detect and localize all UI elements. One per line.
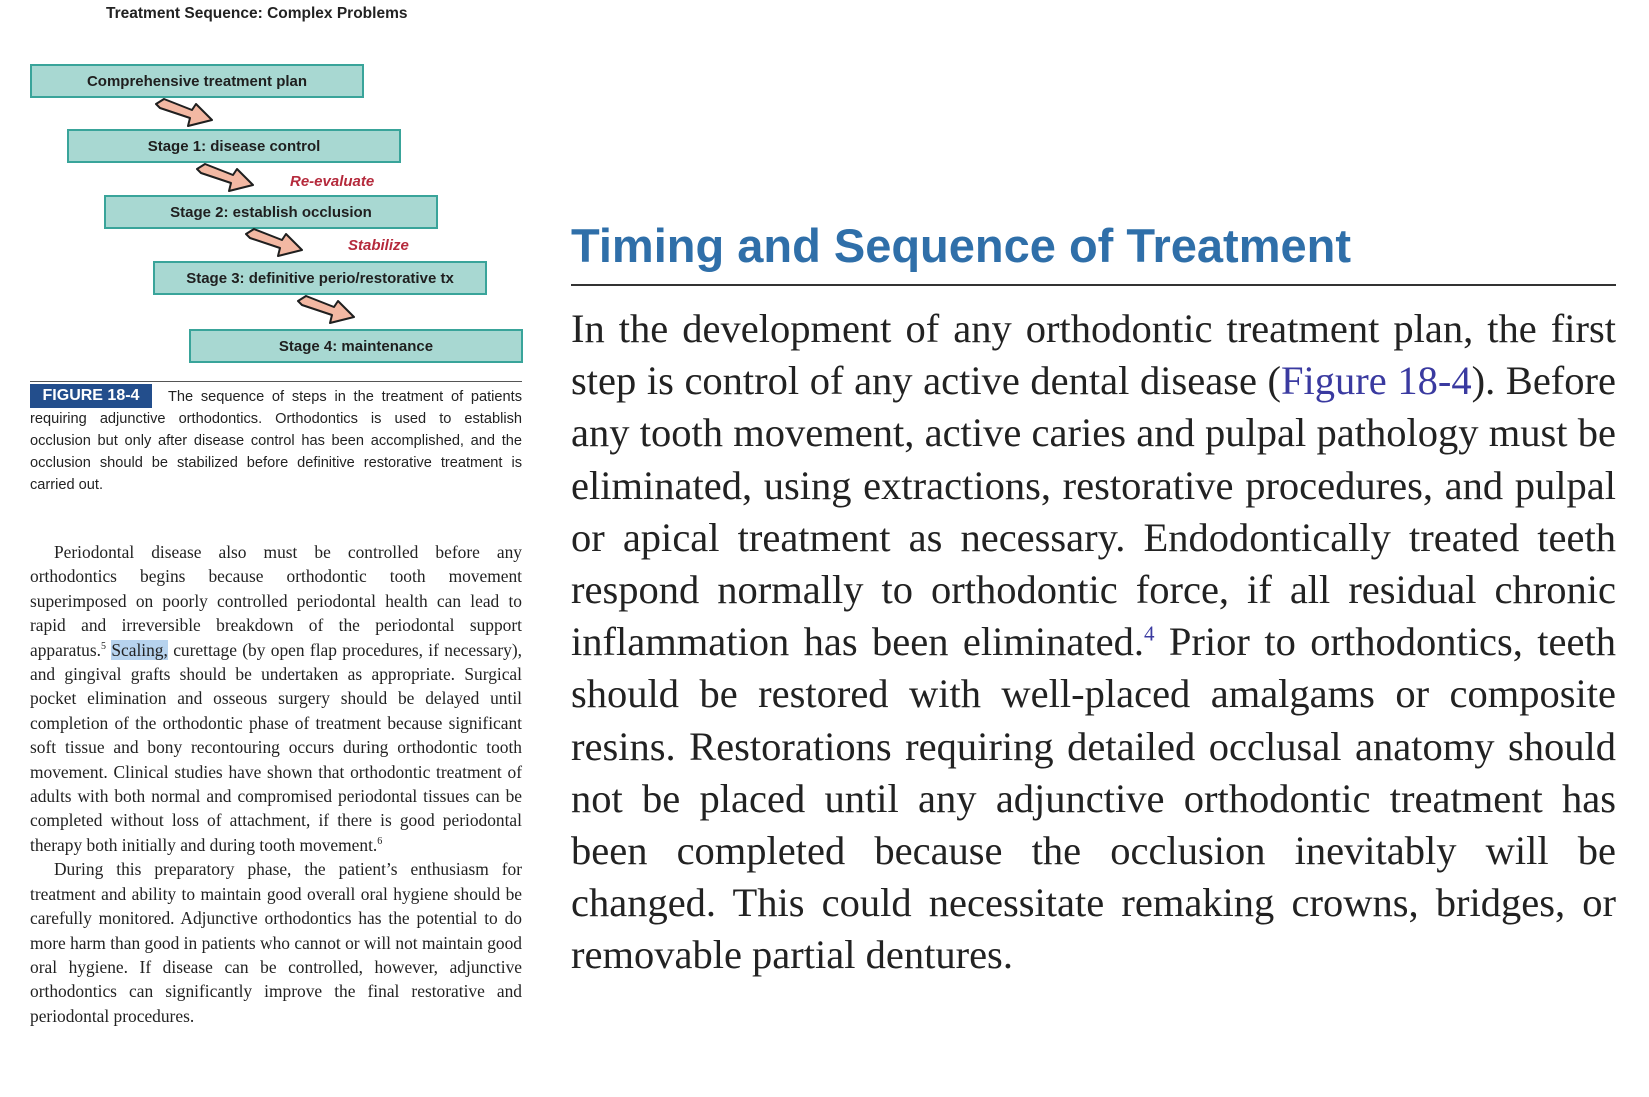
arrow-icon <box>154 98 216 128</box>
stage-box-2 <box>104 195 438 229</box>
stage-label: Stage 2: establish occlusion <box>170 203 372 221</box>
figure-caption <box>30 386 522 496</box>
highlighted-word[interactable]: Scaling, <box>111 639 168 660</box>
stage-box-1 <box>67 129 401 163</box>
stage-label: Comprehensive treatment plan <box>86 72 308 90</box>
text-span: Periodontal disease also must be controlled before any orthodontics begins because orthodontic tooth movement superimposed on poorly controlled periodontal health can lead to rapid and irreversible breakdown of the periodontal support apparatus. <box>30 542 522 660</box>
reference-superscript: 4 <box>1143 621 1155 646</box>
stage-box-plan <box>30 64 364 98</box>
text-span: curettage (by open flap procedures, if necessary), and gingival grafts should be undertaken as appropriate. Surgical pocket elimination and osseous surgery should be delayed until completion of the orthodontic phase of treatment because significant soft tissue and bony recontouring occurs during orthodontic tooth movement. Clinical studies have shown that orthodontic treatment of adults with both normal and compromised periodontal tissues can be completed without loss of attachment, if there is good periodontal therapy both initially and during tooth movement. <box>30 639 522 855</box>
caption-rule <box>30 381 522 382</box>
paragraph: During this preparatory phase, the patient’s enthusiasm for treatment and ability to maintain good overall oral hygiene should be carefully monitored. Adjunctive orthodontics has the potential to do more harm than good in patients who cannot or will not maintain good oral hygiene. If disease can be controlled, however, adjunctive orthodontics can significantly improve the final restorative and periodontal procedures. <box>30 859 522 1026</box>
paragraph <box>30 540 522 857</box>
figure-link[interactable]: Figure 18-4 <box>1281 358 1472 404</box>
heading-rule <box>571 284 1616 286</box>
stage-label: Stage 1: disease control <box>147 137 321 155</box>
figure-label: FIGURE 18-4 <box>30 384 152 408</box>
stage-box-4 <box>189 329 523 363</box>
stage-label: Stage 4: maintenance <box>278 337 434 355</box>
figure-title: Treatment Sequence: Complex Problems <box>106 5 408 22</box>
arrow-icon <box>195 163 257 193</box>
arrow-icon <box>244 228 306 258</box>
text-span: ). Before any tooth movement, active caries and pulpal pathology must be eliminated, using extractions, restorative procedures, and pulpal or apical treatment as necessary. Endodontically treated teeth respond normally to orthodontic force, if all residual chronic inflammation has been eliminated. <box>571 358 1616 665</box>
right-body-text <box>571 303 1616 982</box>
text-span: Prior to orthodontics, teeth should be restored with well-placed amalgams or composite resins. Restorations requiring detailed occlusal anatomy should not be placed until any adjunctive orthodontic treatment has been completed because the occlusion inevitably will be changed. This could necessitate remaking crowns, bridges, or removable partial dentures. <box>571 619 1616 978</box>
arrow-icon <box>296 295 358 325</box>
note-stabilize: Stabilize <box>348 237 409 254</box>
section-heading: Timing and Sequence of Treatment <box>571 219 1351 272</box>
stage-box-3 <box>153 261 487 295</box>
left-body-text <box>30 540 522 1028</box>
paragraph <box>571 303 1616 982</box>
reference-superscript: 5 <box>100 640 106 652</box>
caption-text: The sequence of steps in the treatment of patients requiring adjunctive orthodontics. Orthodontics is used to establish occlusion but only after disease control has been accomplished, and the occlusion should be stabilized before definitive restorative treatment is carried out. <box>30 389 522 493</box>
text-span: In the development of any orthodontic treatment plan, the first step is control of any active dental disease ( <box>571 306 1616 404</box>
note-reevaluate: Re-evaluate <box>290 173 375 190</box>
reference-superscript: 6 <box>377 836 383 848</box>
stage-label: Stage 3: definitive perio/restorative tx <box>186 269 454 287</box>
